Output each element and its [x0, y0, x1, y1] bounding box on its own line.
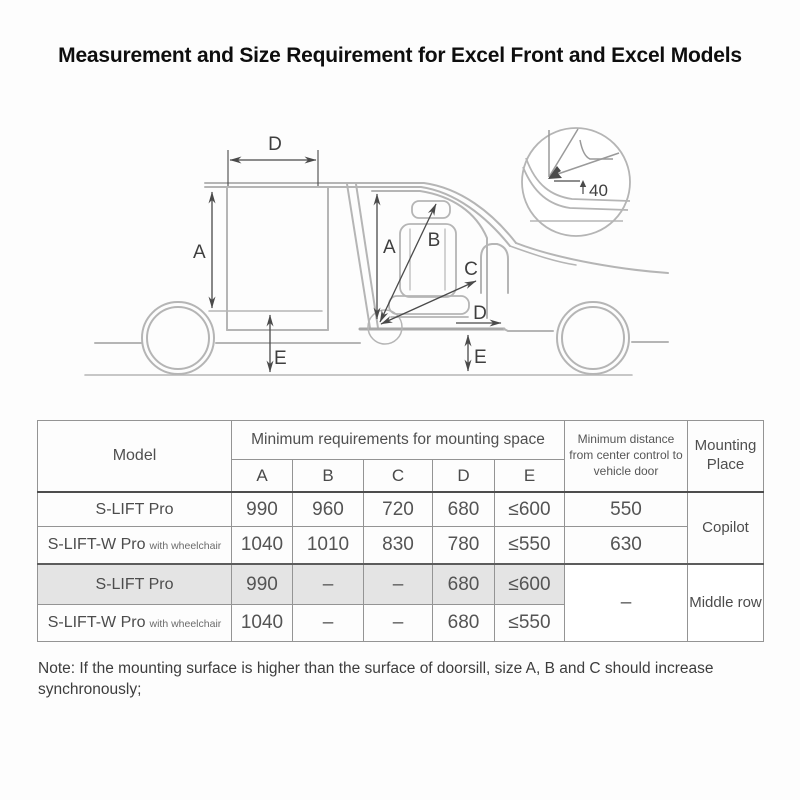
- value-a: 1040: [232, 605, 293, 642]
- value-b: 1010: [293, 527, 364, 565]
- header-dim-e: E: [495, 460, 565, 493]
- detail-circle: [522, 128, 630, 236]
- header-distance: Minimum distance from center control to vehicle door: [565, 421, 688, 493]
- value-e: ≤600: [495, 564, 565, 605]
- value-d: 680: [433, 564, 495, 605]
- value-a: 1040: [232, 527, 293, 565]
- corner-highlight-circle: [368, 310, 402, 344]
- value-a: 990: [232, 564, 293, 605]
- spec-table: [37, 420, 764, 642]
- header-dim-a: A: [232, 460, 293, 493]
- dim-label-d-cab: D: [473, 303, 487, 324]
- value-distance: 630: [565, 527, 688, 565]
- value-e: ≤550: [495, 605, 565, 642]
- header-model: Model: [38, 421, 232, 493]
- cargo-door-opening: [209, 187, 328, 330]
- page-title: Measurement and Size Requirement for Excel Front and Excel Models: [58, 44, 742, 68]
- table-row: [38, 492, 764, 527]
- doorsill-step: [504, 329, 508, 331]
- value-distance: 550: [565, 492, 688, 527]
- dim-label-c: C: [464, 259, 478, 280]
- mounting-place-middle-row: Middle row: [688, 564, 764, 642]
- model-subnote: with wheelchair: [149, 540, 222, 552]
- seat-cushion: [389, 296, 469, 314]
- value-c: –: [364, 605, 433, 642]
- value-d: 780: [433, 527, 495, 565]
- header-dim-b: B: [293, 460, 364, 493]
- vehicle-measurement-diagram: [0, 105, 800, 410]
- model-name: S-LIFT Pro: [38, 564, 232, 605]
- hood-line: [516, 243, 668, 273]
- header-mounting-place: Mounting Place: [688, 421, 764, 493]
- dim-label-b: B: [427, 230, 441, 251]
- table-row: [38, 564, 764, 605]
- value-b: –: [293, 605, 364, 642]
- value-e: ≤550: [495, 527, 565, 565]
- value-c: 830: [364, 527, 433, 565]
- model-subnote: with wheelchair: [149, 618, 222, 630]
- footnote: Note: If the mounting surface is higher than the surface of doorsill, size A, B and C should increase synchronously;: [38, 659, 714, 699]
- dim-label-a-left: A: [193, 242, 206, 263]
- value-b: –: [293, 564, 364, 605]
- dim-label-e-left: E: [274, 348, 287, 369]
- value-b: 960: [293, 492, 364, 527]
- detail-dim-value: 40: [589, 181, 608, 200]
- rear-wheel: [142, 302, 214, 374]
- value-distance-middle: –: [565, 564, 688, 642]
- value-d: 680: [433, 492, 495, 527]
- value-d: 680: [433, 605, 495, 642]
- model-name: S-LIFT-W Pro with wheelchair: [38, 605, 232, 642]
- value-c: –: [364, 564, 433, 605]
- header-mounting-space: Minimum requirements for mounting space: [232, 421, 565, 460]
- value-a: 990: [232, 492, 293, 527]
- header-dim-d: D: [433, 460, 495, 493]
- model-name: S-LIFT Pro: [38, 492, 232, 527]
- header-dim-c: C: [364, 460, 433, 493]
- value-e: ≤600: [495, 492, 565, 527]
- dim-label-a-cab: A: [383, 237, 396, 258]
- dim-d-left: [228, 150, 318, 186]
- mounting-place-copilot: Copilot: [688, 492, 764, 564]
- dim-label-d-left: D: [268, 134, 282, 155]
- cowl-line: [510, 246, 576, 265]
- dim-label-e-cab: E: [474, 347, 487, 368]
- value-c: 720: [364, 492, 433, 527]
- van-side-view-figure: [0, 105, 800, 410]
- model-name: S-LIFT-W Pro with wheelchair: [38, 527, 232, 565]
- dimension-labels: [193, 134, 487, 369]
- dim-b: [380, 204, 436, 322]
- table-row: [38, 527, 764, 565]
- side-console: [481, 244, 508, 293]
- front-wheel: [557, 302, 629, 374]
